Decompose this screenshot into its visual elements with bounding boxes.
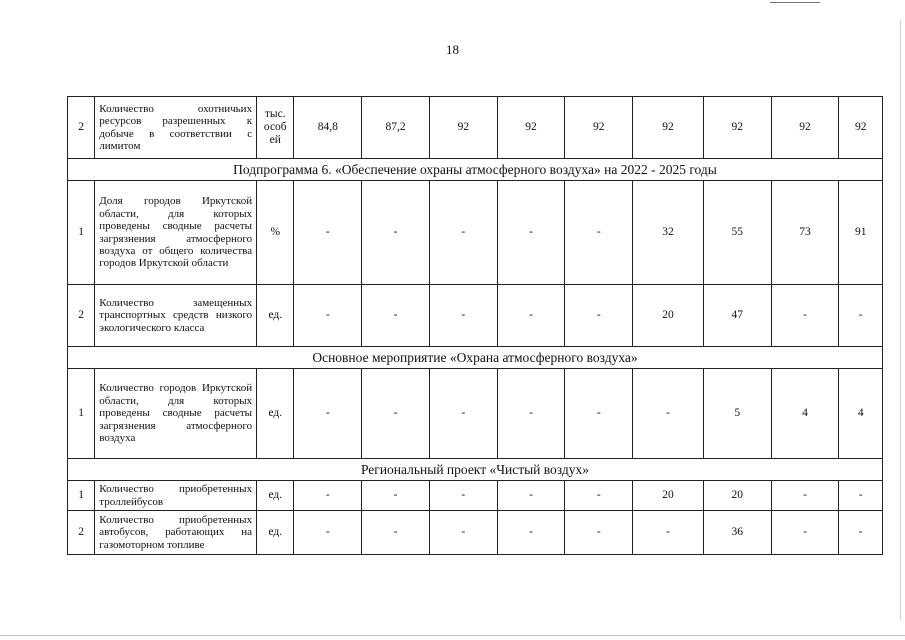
top-edge-rule [770, 2, 820, 4]
value-cell: - [839, 285, 883, 347]
row-number: 2 [68, 97, 95, 159]
value-cell: - [565, 285, 633, 347]
value-cell: - [294, 285, 362, 347]
value-cell: 92 [633, 97, 704, 159]
value-cell: - [771, 285, 839, 347]
value-cell: - [771, 511, 839, 555]
bottom-edge-rule [0, 635, 905, 637]
value-cell: - [565, 511, 633, 555]
value-cell: 20 [633, 481, 704, 511]
table-row [68, 481, 883, 511]
section-row [68, 459, 883, 481]
value-cell: - [565, 181, 633, 285]
value-cell: 73 [771, 181, 839, 285]
row-number: 2 [68, 511, 95, 555]
indicators-table [67, 96, 883, 555]
value-cell: - [429, 481, 497, 511]
indicator-description: Количество приобретенных троллейбусов [95, 481, 257, 511]
value-cell: 4 [839, 369, 883, 459]
value-cell: 36 [703, 511, 771, 555]
value-cell: - [497, 181, 565, 285]
value-cell: 4 [771, 369, 839, 459]
value-cell: - [497, 285, 565, 347]
value-cell: - [633, 369, 704, 459]
value-cell: - [565, 369, 633, 459]
section-row [68, 159, 883, 181]
unit-of-measure: ед. [257, 369, 294, 459]
value-cell: - [429, 285, 497, 347]
value-cell: - [497, 369, 565, 459]
value-cell: 20 [703, 481, 771, 511]
right-edge-rule [900, 20, 902, 620]
value-cell: - [429, 369, 497, 459]
indicator-description: Количество замещенных транспортных средств низкого экологического класса [95, 285, 257, 347]
value-cell: - [839, 511, 883, 555]
indicator-description: Количество охотничьих ресурсов разрешенных к добыче в соответствии с лимитом [95, 97, 257, 159]
value-cell: 32 [633, 181, 704, 285]
value-cell: - [839, 481, 883, 511]
value-cell: - [294, 481, 362, 511]
value-cell: 84,8 [294, 97, 362, 159]
value-cell: 92 [771, 97, 839, 159]
section-row [68, 347, 883, 369]
page-number: 18 [446, 42, 459, 57]
value-cell: - [294, 181, 362, 285]
table-row [68, 97, 883, 159]
unit-of-measure: ед. [257, 511, 294, 555]
section-title: Основное мероприятие «Охрана атмосферного воздуха» [68, 347, 883, 369]
table-row [68, 181, 883, 285]
indicator-description: Количество городов Иркутской области, для которых проведены сводные расчеты загрязнения атмосферного воздуха [95, 369, 257, 459]
value-cell: 92 [497, 97, 565, 159]
value-cell: - [362, 481, 430, 511]
value-cell: 91 [839, 181, 883, 285]
unit-of-measure: ед. [257, 285, 294, 347]
section-title: Региональный проект «Чистый воздух» [68, 459, 883, 481]
value-cell: 55 [703, 181, 771, 285]
row-number: 2 [68, 285, 95, 347]
row-number: 1 [68, 369, 95, 459]
value-cell: - [429, 511, 497, 555]
value-cell: - [771, 481, 839, 511]
indicator-description: Доля городов Иркутской области, для которых проведены сводные расчеты загрязнения атмосферного воздуха от общего количества городов Иркутской области [95, 181, 257, 285]
value-cell: 87,2 [362, 97, 430, 159]
value-cell: 92 [839, 97, 883, 159]
value-cell: - [294, 511, 362, 555]
value-cell: - [362, 181, 430, 285]
value-cell: - [497, 481, 565, 511]
table-body [68, 97, 883, 555]
value-cell: - [429, 181, 497, 285]
value-cell: 5 [703, 369, 771, 459]
value-cell: 92 [429, 97, 497, 159]
value-cell: - [294, 369, 362, 459]
section-title: Подпрограмма 6. «Обеспечение охраны атмосферного воздуха» на 2022 - 2025 годы [68, 159, 883, 181]
value-cell: 47 [703, 285, 771, 347]
value-cell: - [497, 511, 565, 555]
value-cell: - [362, 369, 430, 459]
table-row [68, 369, 883, 459]
value-cell: 20 [633, 285, 704, 347]
value-cell: 92 [565, 97, 633, 159]
value-cell: - [633, 511, 704, 555]
indicator-description: Количество приобретенных автобусов, работающих на газомоторном топливе [95, 511, 257, 555]
value-cell: - [362, 511, 430, 555]
value-cell: 92 [703, 97, 771, 159]
unit-of-measure: % [257, 181, 294, 285]
value-cell: - [565, 481, 633, 511]
unit-of-measure: тыс. особ ей [257, 97, 294, 159]
unit-of-measure: ед. [257, 481, 294, 511]
table-row [68, 511, 883, 555]
row-number: 1 [68, 481, 95, 511]
row-number: 1 [68, 181, 95, 285]
value-cell: - [362, 285, 430, 347]
table-row [68, 285, 883, 347]
